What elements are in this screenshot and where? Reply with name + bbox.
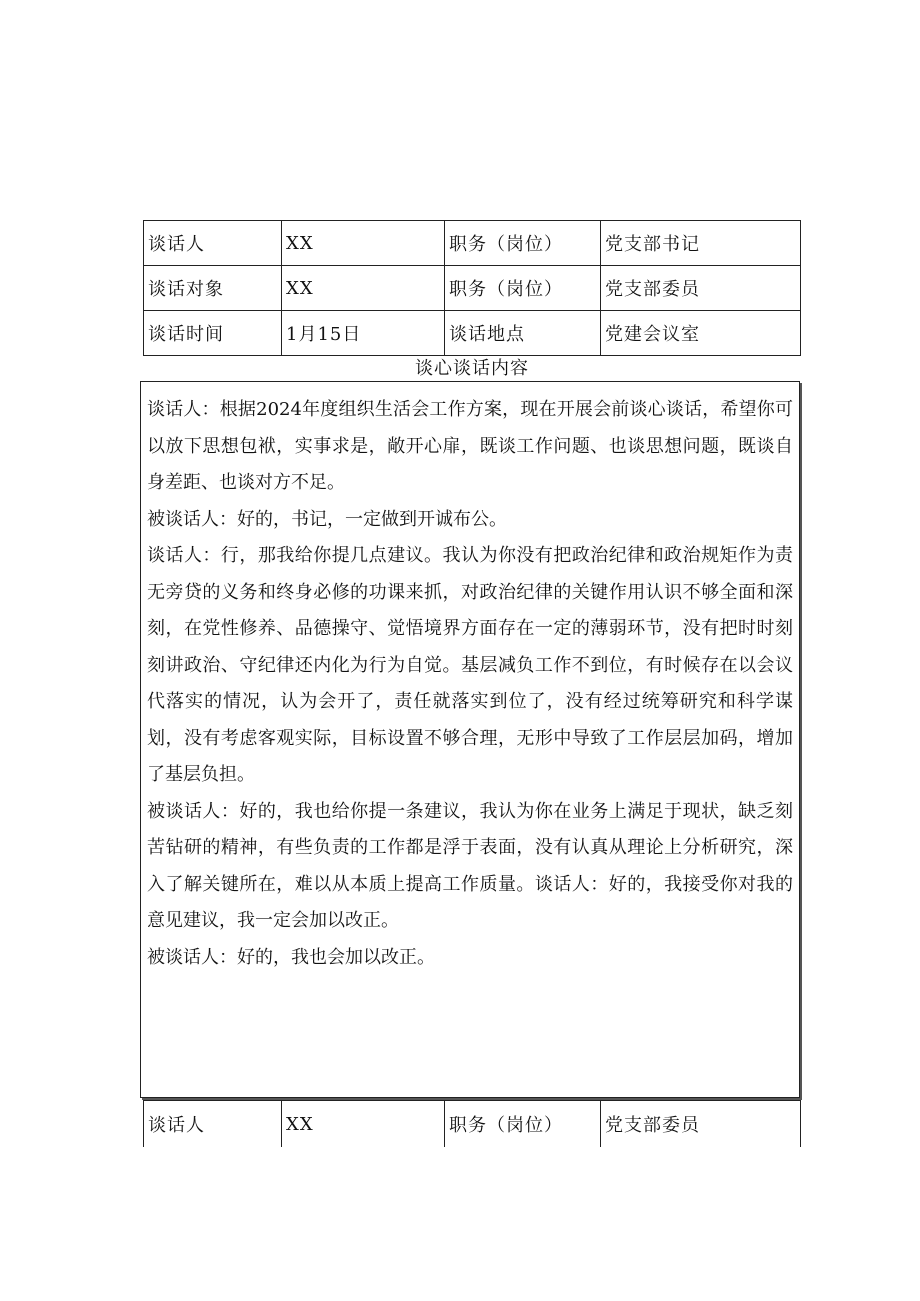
paragraph: 被谈话人：好的，我也给你提一条建议，我认为你在业务上满足于现状，缺乏刻苦钻研的精神，有些负责的工作都是浮于表面，没有认真从理论上分析研究，深入了解关键所在，难以从本质上提高工作质量。谈话人：好的，我接受你对我的意见建议，我一定会加以改正。 xyxy=(147,800,793,931)
footer-table xyxy=(143,1100,801,1147)
paragraph: 被谈话人：好的，书记，一定做到开诚布公。 xyxy=(147,508,507,530)
location-value: 党建会议室 xyxy=(601,311,801,356)
section-title: 谈心谈话内容 xyxy=(415,358,529,379)
position-label: 职务（岗位） xyxy=(445,221,601,266)
interviewer-label: 谈话人 xyxy=(144,221,282,266)
interviewee-value: XX xyxy=(282,266,445,311)
position-value: 党支部委员 xyxy=(601,1101,801,1148)
interviewer-value: XX xyxy=(282,1101,445,1148)
interviewee-label: 谈话对象 xyxy=(144,266,282,311)
table-row xyxy=(144,266,801,311)
position-value: 党支部书记 xyxy=(601,221,801,266)
position-label: 职务（岗位） xyxy=(445,266,601,311)
interviewer-label: 谈话人 xyxy=(144,1101,282,1148)
table-row xyxy=(144,221,801,266)
paragraph: 被谈话人：好的，我也会加以改正。 xyxy=(147,946,435,968)
interviewer-value: XX xyxy=(282,221,445,266)
paragraph: 谈话人：行，那我给你提几点建议。我认为你没有把政治纪律和政治规矩作为责无旁贷的义务和终身必修的功课来抓，对政治纪律的关键作用认识不够全面和深刻，在党性修养、品德操守、觉悟境界方面存在一定的薄弱环节，没有把时时刻刻讲政治、守纪律还内化为行为自觉。基层减负工作不到位，有时候存在以会议代落实的情况，认为会开了，责任就落实到位了，没有经过统筹研究和科学谋划，没有考虑客观实际，目标设置不够合理，无形中导致了工作层层加码，增加了基层负担。 xyxy=(147,545,793,785)
table-row xyxy=(144,1101,801,1148)
table-row xyxy=(144,311,801,356)
time-label: 谈话时间 xyxy=(144,311,282,356)
position-value: 党支部委员 xyxy=(601,266,801,311)
time-value: 1月15日 xyxy=(282,311,445,356)
info-table xyxy=(143,220,801,356)
conversation-content xyxy=(140,381,800,1098)
location-label: 谈话地点 xyxy=(445,311,601,356)
position-label: 职务（岗位） xyxy=(445,1101,601,1148)
paragraph: 谈话人：根据2024年度组织生活会工作方案，现在开展会前谈心谈话，希望你可以放下思想包袱，实事求是，敞开心扉，既谈工作问题、也谈思想问题，既谈自身差距、也谈对方不足。 xyxy=(147,399,793,493)
